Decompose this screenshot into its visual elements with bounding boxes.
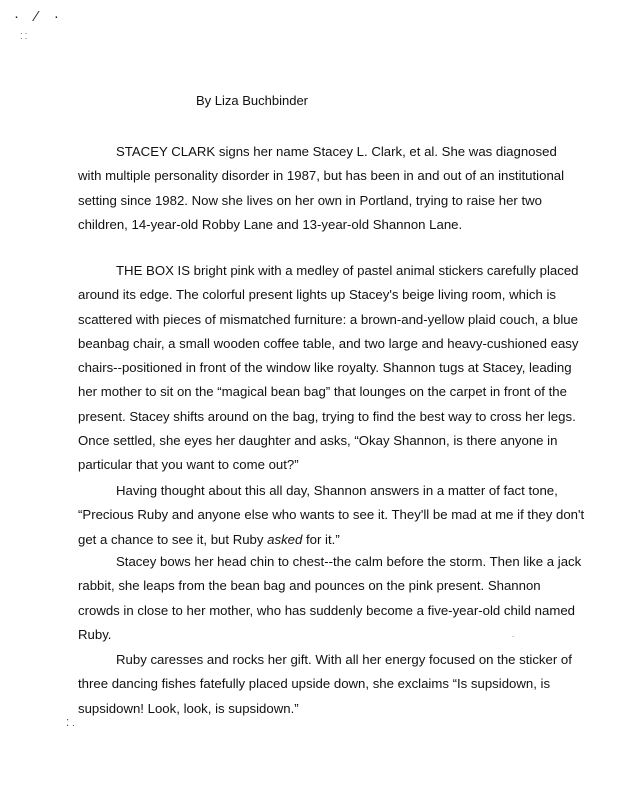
paragraph-line: Ruby. [78, 626, 112, 642]
paragraph-3 [78, 479, 585, 552]
byline: By Liza Buchbinder [196, 93, 309, 108]
paragraph-line [78, 528, 568, 552]
paragraph-line: particular that you want to come out?” [78, 457, 299, 473]
paragraph-line: scattered with pieces of mismatched furniture: a brown-and-yellow plaid couch, a blue [78, 311, 578, 327]
paragraph-line: supsidown! Look, look, is supsidown.” [78, 700, 299, 716]
paragraph-line: THE BOX IS bright pink with a medley of pastel animal stickers carefully placed [116, 263, 579, 278]
paragraph-line-text: get a chance to see it, but Ruby [78, 531, 268, 547]
paragraph-line: setting since 1982. Now she lives on her own in Portland, trying to raise her two [78, 192, 543, 208]
emphasis-word: asked [267, 531, 303, 547]
paragraph-line: STACEY CLARK signs her name Stacey L. Clark, et al. She was diagnosed [116, 144, 557, 159]
paragraph-line: Having thought about this all day, Shannon answers in a matter of fact tone, [116, 483, 558, 498]
paragraph-1 [78, 140, 568, 237]
paragraph-line-tail: for it.” [302, 531, 340, 547]
paragraph-4 [78, 550, 582, 647]
paragraph-line: present. Stacey shifts around on the bag, trying to find the best way to cross her legs. [78, 408, 576, 424]
paragraph-line: with multiple personality disorder in 1987, but has been in and out of an institutional [78, 168, 565, 184]
paragraph-5 [78, 648, 572, 721]
scan-speck-right: . [512, 630, 515, 639]
scan-speck-dots: ⁚ ⁚ [20, 32, 28, 41]
scan-speck-marks: · ⁄ · [14, 8, 65, 25]
paragraph-line: Stacey bows her head chin to chest--the calm before the storm. Then like a jack [116, 554, 582, 569]
paragraph-line: children, 14-year-old Robby Lane and 13-year-old Shannon Lane. [78, 216, 463, 232]
paragraph-line: three dancing fishes fatefully placed upside down, she exclaims “Is supsidown, is [78, 676, 551, 692]
paragraph-line: rabbit, she leaps from the bean bag and pounces on the pink present. Shannon [78, 578, 541, 594]
paragraph-2 [78, 259, 579, 478]
paragraph-line: “Precious Ruby and anyone else who wants to see it. They'll be mad at me if they don't [78, 507, 585, 523]
paragraph-line: chairs--positioned in front of the window like royalty. Shannon tugs at Stacey, leading [78, 360, 572, 376]
paragraph-line: beanbag chair, a small wooden coffee table, and two large and heavy-cushioned easy [78, 335, 579, 351]
paragraph-line: crowds in close to her mother, who has suddenly become a five-year-old child named [78, 602, 575, 618]
paragraph-line: Once settled, she eyes her daughter and asks, “Okay Shannon, is there anyone in [78, 433, 558, 449]
paragraph-line: around its edge. The colorful present lights up Stacey's beige living room, which is [78, 287, 557, 303]
paragraph-line: her mother to sit on the “magical bean bag” that lounges on the carpet in front of the [78, 384, 567, 400]
paragraph-line: Ruby caresses and rocks her gift. With all her energy focused on the sticker of [116, 652, 572, 667]
scan-speck-bottom: ⁚ . [66, 718, 75, 729]
